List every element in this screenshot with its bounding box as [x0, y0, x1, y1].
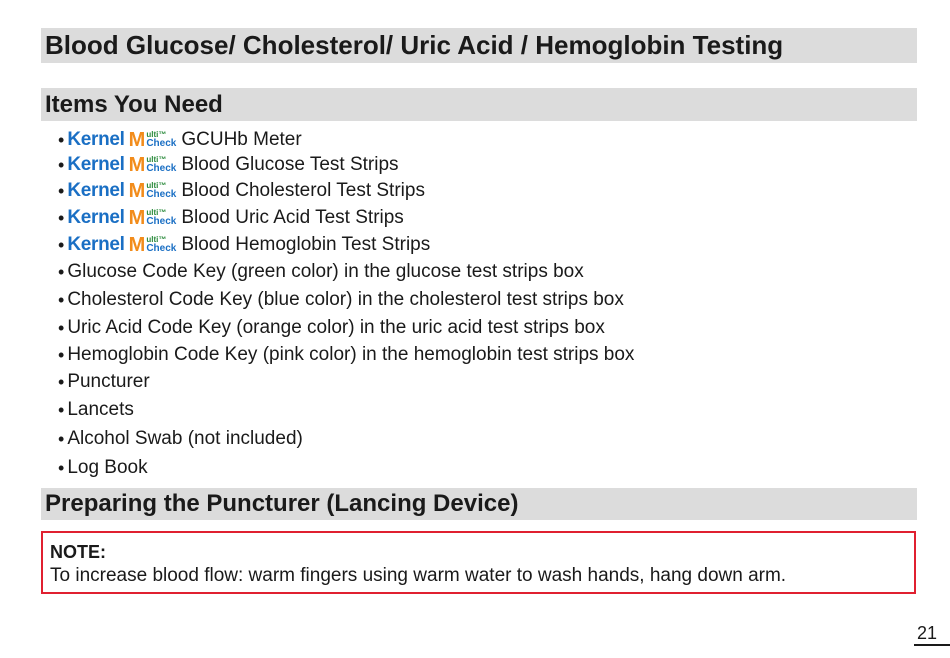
list-item [58, 207, 404, 229]
logo-stack [146, 209, 176, 227]
bullet: • [58, 345, 65, 365]
list-item-text: Blood Cholesterol Test Strips [181, 180, 425, 201]
list-item [58, 180, 425, 202]
logo-stack [146, 131, 176, 149]
logo-stack [146, 236, 176, 254]
logo-m-text: M [128, 129, 146, 151]
logo-ulti-text: ulti™ [146, 130, 167, 139]
logo-check-text: Check [146, 243, 177, 254]
logo-m-text: M [128, 234, 146, 256]
logo-ulti-text: ulti™ [146, 208, 167, 217]
list-item [58, 289, 624, 311]
kernel-multicheck-logo [67, 234, 176, 256]
bullet: • [58, 235, 65, 255]
list-item [58, 399, 134, 421]
note-heading: NOTE: [50, 542, 106, 562]
logo-check-text: Check [146, 163, 177, 174]
bullet: • [58, 181, 65, 201]
bullet: • [58, 155, 65, 175]
bullet: • [58, 208, 65, 228]
list-item [58, 344, 634, 366]
kernel-multicheck-logo [67, 129, 176, 151]
bullet: • [58, 458, 65, 478]
list-item [58, 371, 150, 393]
note-text: To increase blood flow: warm fingers using warm water to wash hands, hang down arm. [50, 565, 787, 586]
list-item-text: Glucose Code Key (green color) in the glucose test strips box [67, 261, 584, 282]
logo-kernel-text: Kernel [67, 234, 125, 255]
logo-kernel-text: Kernel [67, 129, 125, 150]
list-item [58, 428, 303, 450]
page-number: 21 [914, 622, 950, 646]
logo-check-text: Check [146, 216, 177, 227]
list-item-text: Cholesterol Code Key (blue color) in the cholesterol test strips box [67, 289, 624, 310]
list-item-text: Log Book [67, 457, 148, 478]
list-item [58, 457, 148, 479]
logo-kernel-text: Kernel [67, 207, 125, 228]
bullet: • [58, 429, 65, 449]
logo-stack [146, 182, 176, 200]
kernel-multicheck-logo [67, 180, 176, 202]
logo-m-text: M [128, 207, 146, 229]
bullet: • [58, 130, 65, 150]
bullet: • [58, 372, 65, 392]
kernel-multicheck-logo [67, 154, 176, 176]
logo-ulti-text: ulti™ [146, 181, 167, 190]
list-item [58, 317, 605, 339]
bullet: • [58, 318, 65, 338]
logo-m-text: M [128, 180, 146, 202]
logo-ulti-text: ulti™ [146, 155, 167, 164]
list-item [58, 129, 302, 151]
logo-ulti-text: ulti™ [146, 235, 167, 244]
list-item-text: Blood Hemoglobin Test Strips [181, 234, 431, 255]
logo-check-text: Check [146, 189, 177, 200]
logo-check-text: Check [146, 138, 177, 149]
list-item-text: Lancets [67, 399, 134, 420]
bullet: • [58, 290, 65, 310]
bullet: • [58, 400, 65, 420]
list-item [58, 234, 430, 256]
kernel-multicheck-logo [67, 207, 176, 229]
logo-kernel-text: Kernel [67, 154, 125, 175]
section-heading-preparing-puncturer: Preparing the Puncturer (Lancing Device) [41, 488, 917, 520]
logo-kernel-text: Kernel [67, 180, 125, 201]
list-item-text: Uric Acid Code Key (orange color) in the uric acid test strips box [67, 317, 605, 338]
list-item [58, 261, 584, 283]
list-item [58, 154, 399, 176]
page-title: Blood Glucose/ Cholesterol/ Uric Acid / Hemoglobin Testing [41, 28, 917, 63]
list-item-text: Puncturer [67, 371, 150, 392]
bullet: • [58, 262, 65, 282]
section-heading-items-you-need: Items You Need [41, 88, 917, 121]
list-item-text: Alcohol Swab (not included) [67, 428, 303, 449]
note-box [41, 531, 916, 594]
list-item-text: Blood Glucose Test Strips [181, 154, 399, 175]
logo-stack [146, 156, 176, 174]
list-item-text: Blood Uric Acid Test Strips [181, 207, 404, 228]
list-item-text: GCUHb Meter [181, 129, 302, 150]
list-item-text: Hemoglobin Code Key (pink color) in the hemoglobin test strips box [67, 344, 635, 365]
logo-m-text: M [128, 154, 146, 176]
